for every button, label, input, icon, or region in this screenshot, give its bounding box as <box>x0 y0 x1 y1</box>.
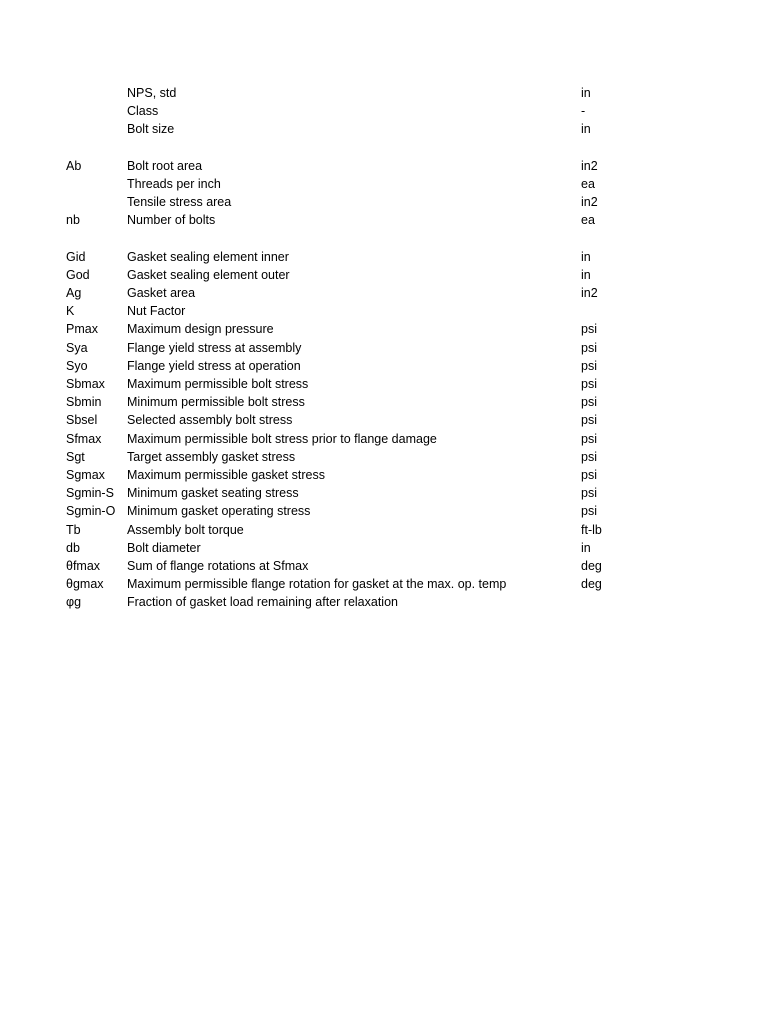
table-row <box>0 375 768 393</box>
table-row <box>0 539 768 557</box>
description-cell: Flange yield stress at operation <box>127 358 301 373</box>
table-row <box>0 157 768 175</box>
description-cell: Selected assembly bolt stress <box>127 413 293 428</box>
description-cell: Nut Factor <box>127 304 186 319</box>
description-cell: Gasket sealing element outer <box>127 267 290 282</box>
symbol-cell: Gid <box>66 249 86 264</box>
description-cell: Minimum gasket seating stress <box>127 486 299 501</box>
unit-cell: in2 <box>581 286 598 301</box>
symbol-cell: Ag <box>66 286 82 301</box>
description-cell: NPS, std <box>127 86 177 100</box>
description-cell: Gasket sealing element inner <box>127 249 289 264</box>
table-row <box>0 211 768 229</box>
table-row <box>0 448 768 466</box>
symbol-cell: db <box>66 540 80 555</box>
description-cell: Class <box>127 104 159 119</box>
table-row <box>0 393 768 411</box>
description-cell: Tensile stress area <box>127 195 232 210</box>
unit-cell: psi <box>581 467 597 482</box>
symbol-cell: θgmax <box>66 577 104 592</box>
table-row <box>0 411 768 429</box>
symbol-cell: Sgmin-S <box>66 486 114 501</box>
unit-cell: ea <box>581 213 595 228</box>
description-cell: Threads per inch <box>127 176 221 191</box>
table-row <box>0 593 768 611</box>
symbol-cell: Ab <box>66 158 82 173</box>
table-row <box>0 302 768 320</box>
description-cell: Number of bolts <box>127 213 216 228</box>
symbol-cell: Sgt <box>66 449 85 464</box>
table-row <box>0 266 768 284</box>
table-row <box>0 575 768 593</box>
symbol-cell: Pmax <box>66 322 98 337</box>
description-cell: Maximum permissible bolt stress <box>127 377 309 391</box>
symbol-cell: Sbsel <box>66 413 98 428</box>
unit-cell: psi <box>581 504 597 519</box>
unit-cell: in <box>581 122 591 137</box>
table-row <box>0 248 768 266</box>
description-cell: Bolt root area <box>127 158 203 173</box>
table-row <box>0 502 768 520</box>
table-row <box>0 284 768 302</box>
unit-cell: ft-lb <box>581 522 602 537</box>
description-cell: Bolt diameter <box>127 540 201 555</box>
description-cell: Minimum permissible bolt stress <box>127 395 305 410</box>
symbol-cell: θfmax <box>66 558 101 573</box>
unit-cell: in <box>581 267 591 282</box>
table-row <box>0 430 768 448</box>
symbol-cell: Syo <box>66 358 88 373</box>
unit-cell: deg <box>581 577 602 592</box>
description-cell: Maximum permissible flange rotation for gasket at the max. op. temp <box>127 577 507 592</box>
table-row <box>0 521 768 539</box>
unit-cell: psi <box>581 395 597 410</box>
table-row <box>0 175 768 193</box>
description-cell: Maximum permissible gasket stress <box>127 467 325 482</box>
symbol-cell: Sgmax <box>66 467 105 482</box>
description-cell: Bolt size <box>127 122 175 137</box>
unit-cell: psi <box>581 358 597 373</box>
description-cell: Flange yield stress at assembly <box>127 340 302 355</box>
description-cell: Fraction of gasket load remaining after relaxation <box>127 595 398 610</box>
description-cell: Gasket area <box>127 286 196 301</box>
symbol-cell: God <box>66 267 90 282</box>
table-row <box>0 120 768 138</box>
unit-cell: psi <box>581 449 597 464</box>
symbol-cell: Sgmin-O <box>66 504 116 519</box>
unit-cell: psi <box>581 486 597 501</box>
symbol-cell: K <box>66 304 75 319</box>
unit-cell: psi <box>581 340 597 355</box>
unit-cell: in <box>581 540 591 555</box>
parameter-table <box>0 84 768 611</box>
description-cell: Maximum design pressure <box>127 322 274 337</box>
unit-cell: deg <box>581 558 602 573</box>
table-row <box>0 102 768 120</box>
unit-cell: - <box>581 104 586 119</box>
table-row <box>0 339 768 357</box>
table-row <box>0 466 768 484</box>
unit-cell: ea <box>581 176 595 191</box>
unit-cell: in2 <box>581 158 598 173</box>
unit-cell: psi <box>581 322 597 337</box>
unit-cell: in <box>581 249 591 264</box>
table-row <box>0 320 768 338</box>
description-cell: Minimum gasket operating stress <box>127 504 311 519</box>
symbol-cell: Sfmax <box>66 431 102 446</box>
unit-cell: psi <box>581 413 597 428</box>
symbol-cell: Tb <box>66 522 81 537</box>
description-cell: Sum of flange rotations at Sfmax <box>127 558 309 573</box>
unit-cell: psi <box>581 377 597 391</box>
table-row <box>0 557 768 575</box>
table-row <box>0 357 768 375</box>
table-row <box>0 84 768 102</box>
unit-cell: in <box>581 86 591 100</box>
description-cell: Maximum permissible bolt stress prior to flange damage <box>127 431 437 446</box>
symbol-cell: φg <box>66 595 82 610</box>
description-cell: Assembly bolt torque <box>127 522 244 537</box>
unit-cell: psi <box>581 431 597 446</box>
table-row <box>0 484 768 502</box>
unit-cell: in2 <box>581 195 598 210</box>
symbol-cell: nb <box>66 213 80 228</box>
symbol-cell: Sbmax <box>66 377 105 391</box>
symbol-cell: Sbmin <box>66 395 102 410</box>
table-row <box>0 193 768 211</box>
symbol-cell: Sya <box>66 340 88 355</box>
description-cell: Target assembly gasket stress <box>127 449 296 464</box>
